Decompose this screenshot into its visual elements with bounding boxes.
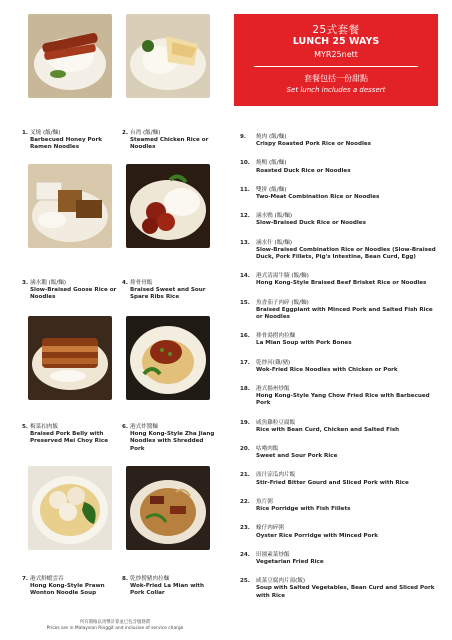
menu-item-3: 3. 滷水鵝 (飯/麵) Slow-Braised Goose Rice or Noodles [22, 280, 117, 301]
menu-item-24: 24. 田園素菜炒飯 Vegetarian Fried Rice [240, 551, 324, 565]
menu-item-14: 14. 港式清湯牛腩 (飯/麵) Hong Kong-Style Braised Beef Brisket Rice or Noodles [240, 273, 427, 287]
photo-sweet-sour-ribs [126, 164, 210, 248]
menu-item-5: 5. 梅菜扣肉飯 Braised Pork Belly with Preserved Mei Choy Rice [22, 424, 109, 445]
menu-item-1: 1. 叉燒 (飯/麵) Barbecued Honey Pork Ramen Noodles [22, 130, 102, 151]
footer-line-chinese: 所有價格以馬幣計算並已包含服務費 [79, 620, 151, 625]
subtitle-english: Set lunch includes a dessert [286, 86, 386, 94]
photo-steamed-chicken-rice [126, 14, 210, 98]
menu-item-8: 8. 乾炒撈豬肉拉麵 Wok-Fried La Mian with Pork Collar [122, 576, 204, 597]
menu-item-19: 19. 咸魚雞粒豆腐飯 Rice with Bean Curd, Chicken and Salted Fish [240, 419, 400, 433]
menu-item-16: 16. 排骨湯撈肉拉麵 La Mian Soup with Pork Bones [240, 333, 352, 347]
footer-line-english: Prices are in Malaysian Ringgit and inclusive of service charge [46, 625, 184, 631]
photo-zha-jiang-noodles [126, 316, 210, 400]
header-divider [254, 66, 418, 67]
photo-bbq-pork-noodles [28, 14, 112, 98]
lunch-header-panel [234, 14, 438, 106]
photo-braised-goose [28, 164, 112, 248]
menu-item-23: 23. 蠔仔肉碎粥 Oyster Rice Porridge with Minced Pork [240, 525, 378, 539]
menu-item-20: 20. 咕嚕肉飯 Sweet and Sour Pork Rice [240, 446, 338, 460]
photo-pork-belly [28, 316, 112, 400]
menu-item-18: 18. 港式揚州炒飯 Hong Kong-Style Yang Chow Fried Rice with Barbecued Pork [240, 386, 430, 407]
photo-wonton-noodle-soup [28, 466, 112, 550]
menu-item-4: 4. 排骨骨飯 Braised Sweet and Sour Spare Ribs Rice [122, 280, 206, 301]
menu-item-17: 17. 乾炒河(雞/豬) Wok-Fried Rice Noodles with Chicken or Pork [240, 359, 398, 373]
menu-item-9: 9. 燒肉 (飯/麵) Crispy Roasted Pork Rice or Noodles [240, 134, 371, 148]
menu-item-15: 15. 魚香茄子肉碎 (飯/麵) Braised Eggplant with Minced Pork and Salted Fish Rice or Noodles [240, 299, 433, 321]
menu-item-10: 10. 燒鴨 (飯/麵) Roasted Duck Rice or Noodles [240, 160, 351, 174]
menu-item-2: 2. 台湾 (飯/麵) Steamed Chicken Rice or Noodles [122, 130, 209, 151]
menu-item-7: 7. 港式鮮蝦雲吞 Hong Kong-Style Prawn Wonton Noodle Soup [22, 576, 105, 597]
menu-item-11: 11. 雙拼 (飯/麵) Two-Meat Combination Rice or Noodles [240, 186, 380, 201]
photo-la-mian-pork-collar [126, 466, 210, 550]
title-chinese: 25式套餐 [312, 24, 360, 36]
menu-item-25: 25. 咸菜豆腐肉片湯(飯) Soup with Salted Vegetables, Bean Curd and Sliced Pork with Rice [240, 578, 435, 599]
menu-item-21: 21. 豉汁涼瓜肉片飯 Stir-Fried Bitter Gourd and Sliced Pork with Rice [240, 472, 409, 486]
footer-note [30, 620, 200, 631]
menu-item-13: 13. 滷水什 (飯/麵) Slow-Braised Combination Rice or Noodles (Slow-Braised Duck, Pork Fillets, Pig's Intestine, Bean Curd, Egg) [240, 239, 436, 261]
menu-list [234, 134, 440, 600]
menu-item-12: 12. 滷水鴨 (飯/麵) Slow-Braised Duck Rice or Noodles [240, 213, 366, 227]
menu-item-6: 6. 港式炸醬麵 Hong Kong-Style Zha Jiang Noodles with Shredded Pork [122, 424, 215, 452]
subtitle-chinese: 套餐包括一份甜點 [304, 74, 368, 83]
title-english: LUNCH 25 WAYS [292, 36, 380, 47]
price-label: MYR25nett [314, 50, 358, 59]
menu-item-22: 22. 魚片粥 Rice Porridge with Fish Fillets [240, 498, 351, 513]
